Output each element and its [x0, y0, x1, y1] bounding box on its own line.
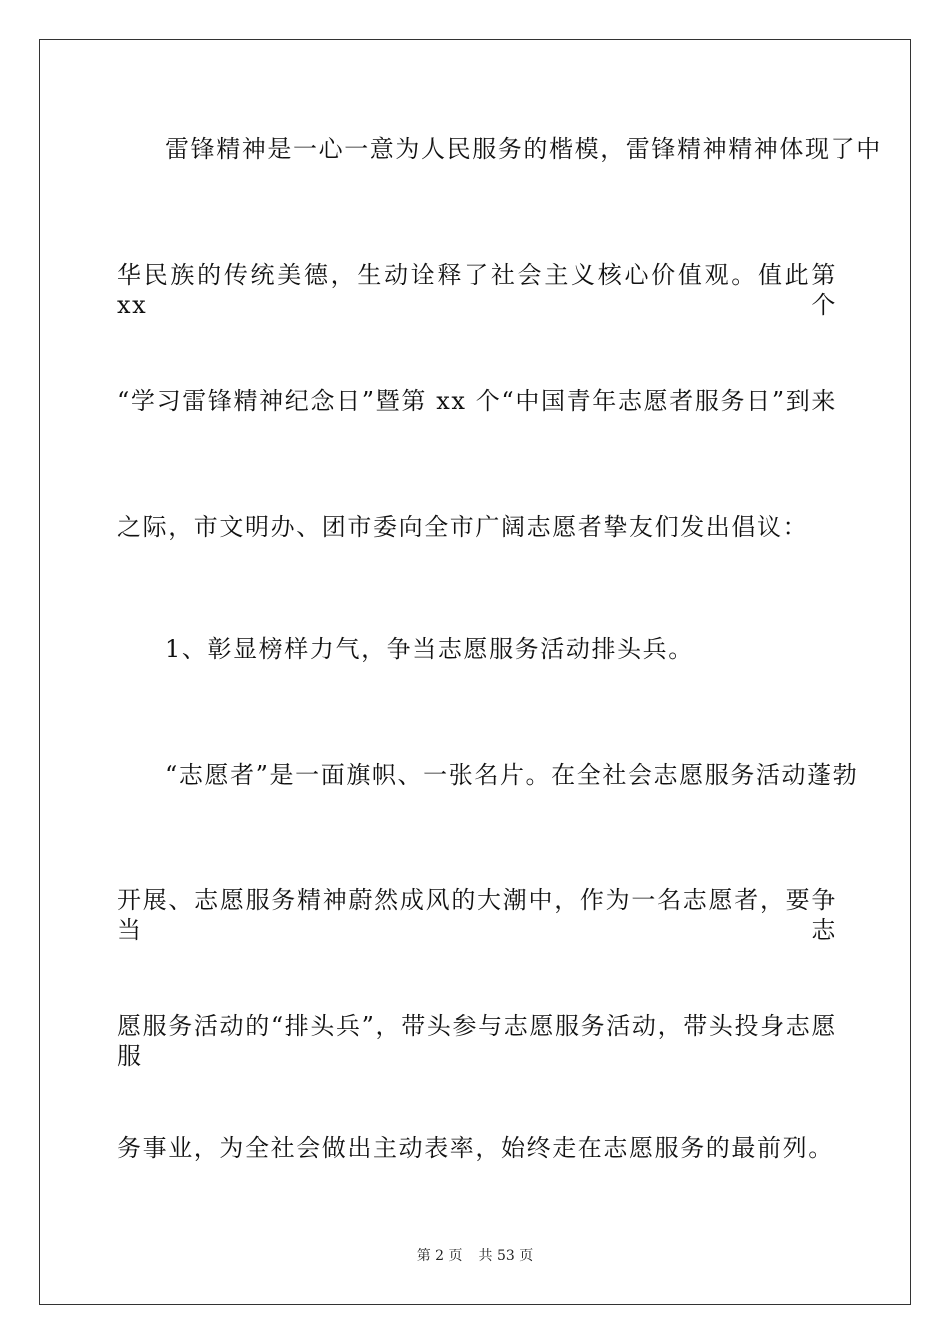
text-line: 华民族的传统美德，生动诠释了社会主义核心价值观。值此第 xx 个 — [117, 261, 837, 319]
text-line: 务事业，为全社会做出主动表率，始终走在志愿服务的最前列。 — [117, 1134, 834, 1162]
list-item-heading: 1、彰显榜样力气，争当志愿服务活动排头兵。 — [165, 635, 694, 663]
text-line: 雷锋精神是一心一意为人民服务的楷模，雷锋精神精神体现了中 — [165, 135, 882, 163]
page-number: 第 2 页 — [416, 1248, 463, 1264]
page-border — [39, 39, 911, 1305]
text-line: “志愿者”是一面旗帜、一张名片。在全社会志愿服务活动蓬勃 — [165, 761, 859, 789]
page-footer — [0, 1247, 950, 1265]
text-line: “学习雷锋精神纪念日”暨第 xx 个“中国青年志愿者服务日”到来 — [117, 387, 837, 415]
text-line: 之际，市文明办、团市委向全市广阔志愿者挚友们发出倡议： — [117, 513, 809, 541]
text-line: 开展、志愿服务精神蔚然成风的大潮中，作为一名志愿者，要争当志 — [117, 886, 837, 944]
text-line: 愿服务活动的“排头兵”，带头参与志愿服务活动，带头投身志愿服 — [117, 1012, 837, 1070]
page-total: 共 53 页 — [478, 1248, 534, 1264]
